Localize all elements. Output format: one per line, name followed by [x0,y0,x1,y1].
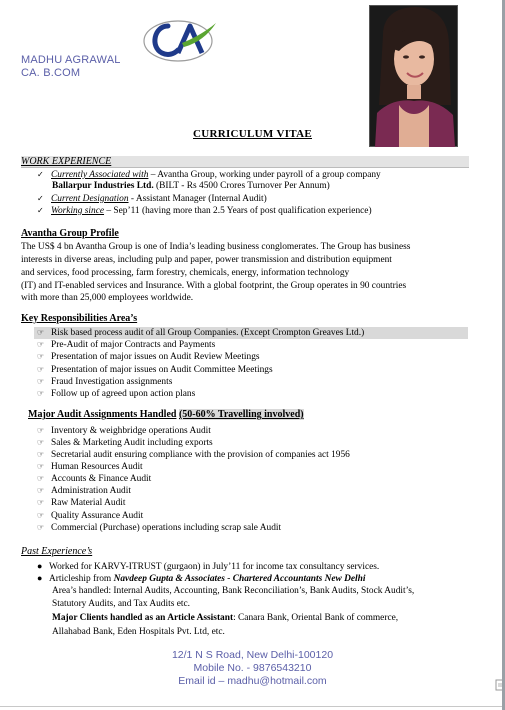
past-clients-line: Major Clients handled as an Article Assistant: Canara Bank, Oriental Bank of commerce, [52,613,399,623]
pointing-hand-icon: ☞ [37,426,45,435]
past-item-karvy: ● Worked for KARVY-ITRUST (gurgaon) in July’11 for income tax consultancy services. [37,561,380,572]
document-title: CURRICULUM VITAE [193,128,312,140]
checkmark-icon: ✓ [37,194,44,203]
assignment-item: ☞ Human Resources Audit [37,462,143,472]
candidate-qualification: CA. B.COM [21,67,81,79]
responsibility-item: ☞ Follow up of agreed upon action plans [37,389,196,399]
pointing-hand-icon: ☞ [37,389,45,398]
work-experience-heading: WORK EXPERIENCE [21,156,112,167]
pointing-hand-icon: ☞ [37,365,45,374]
footer-address: 12/1 N S Road, New Delhi-100120 [171,649,334,661]
work-item-current-association: ✓ Currently Associated with – Avantha Group, working under payroll of a group company [37,170,381,180]
assignment-item: ☞ Sales & Marketing Audit including exports [37,438,213,448]
candidate-name-block [21,54,121,80]
responsibility-item: ☞ Presentation of major issues on Audit Committee Meetings [37,365,273,375]
pointing-hand-icon: ☞ [37,486,45,495]
responsibilities-heading: Key Responsibilities Area’s [21,313,138,324]
past-areas-line: Statutory Audits, and Tax Audits etc. [52,599,190,609]
past-experience-heading: Past Experience’s [21,546,93,557]
assignments-heading: Major Audit Assignments Handled (50-60% Travelling involved) [28,409,304,420]
assignment-item: ☞ Quality Assurance Audit [37,511,144,521]
profile-line: with more than 25,000 employees worldwide. [21,293,194,303]
pointing-hand-icon: ☞ [37,523,45,532]
pointing-hand-icon: ☞ [37,352,45,361]
responsibility-item: ☞ Pre-Audit of major Contracts and Payments [37,340,216,350]
assignment-item: ☞ Inventory & weighbridge operations Audit [37,426,211,436]
pointing-hand-icon: ☞ [37,511,45,520]
assignment-item: ☞ Raw Material Audit [37,498,126,508]
responsibility-item: ☞ Risk based process audit of all Group Companies. (Except Crompton Greaves Ltd.) [37,328,365,338]
bullet-icon: ● [37,561,43,571]
checkmark-icon: ✓ [37,206,44,215]
pointing-hand-icon: ☞ [37,498,45,507]
pointing-hand-icon: ☞ [37,462,45,471]
pointing-hand-icon: ☞ [37,328,45,337]
candidate-name: MADHU AGRAWAL [21,54,121,66]
bullet-icon: ● [37,573,43,583]
profile-line: and services, food processing, farm forestry, chemicals, energy, information technology [21,268,350,278]
profile-line: interests in diverse areas, including pulp and paper, power transmission and distribution equipment [21,255,392,265]
ca-logo [138,17,220,67]
work-item-since: ✓ Working since – Sep’11 (having more than 2.5 Years of post qualification experience) [37,206,372,216]
past-areas-line: Area’s handled: Internal Audits, Accounting, Bank Reconciliation’s, Bank Audits, Stock Audit’s, [52,586,415,596]
assignment-item: ☞ Administration Audit [37,486,131,496]
profile-line: (IT) and IT-enabled services and Insurance. With a global footprint, the Group operates in 90 countries [21,281,407,291]
page-bottom-border [0,706,505,707]
responsibility-item: ☞ Presentation of major issues on Audit Review Meetings [37,352,260,362]
responsibility-item: ☞ Fraud Investigation assignments [37,377,173,387]
past-clients-line: Allahabad Bank, Eden Hospitals Pvt. Ltd, etc. [52,627,225,637]
profile-line: The US$ 4 bn Avantha Group is one of India’s leading business conglomerates. The Group has business [21,242,411,252]
past-item-articleship: ● Articleship from Navdeep Gupta & Associates - Chartered Accountants New Delhi [37,573,366,584]
group-profile-heading: Avantha Group Profile [21,228,119,239]
footer-email: Email id – madhu@hotmail.com [178,675,327,687]
pointing-hand-icon: ☞ [37,474,45,483]
pointing-hand-icon: ☞ [37,438,45,447]
assignment-item: ☞ Accounts & Finance Audit [37,474,152,484]
work-item-designation: ✓ Current Designation - Assistant Manager (Internal Audit) [37,194,267,204]
checkmark-icon: ✓ [37,170,44,179]
work-item-company: Ballarpur Industries Ltd. (BILT - Rs 4500 Crores Turnover Per Annum) [52,181,330,191]
assignment-item: ☞ Secretarial audit ensuring compliance with the provision of companies act 1956 [37,450,350,460]
pointing-hand-icon: ☞ [37,340,45,349]
footer-mobile: Mobile No. - 9876543210 [193,662,312,674]
profile-photo [369,5,458,147]
assignment-item: ☞ Commercial (Purchase) operations including scrap sale Audit [37,523,282,533]
pointing-hand-icon: ☞ [37,450,45,459]
pointing-hand-icon: ☞ [37,377,45,386]
